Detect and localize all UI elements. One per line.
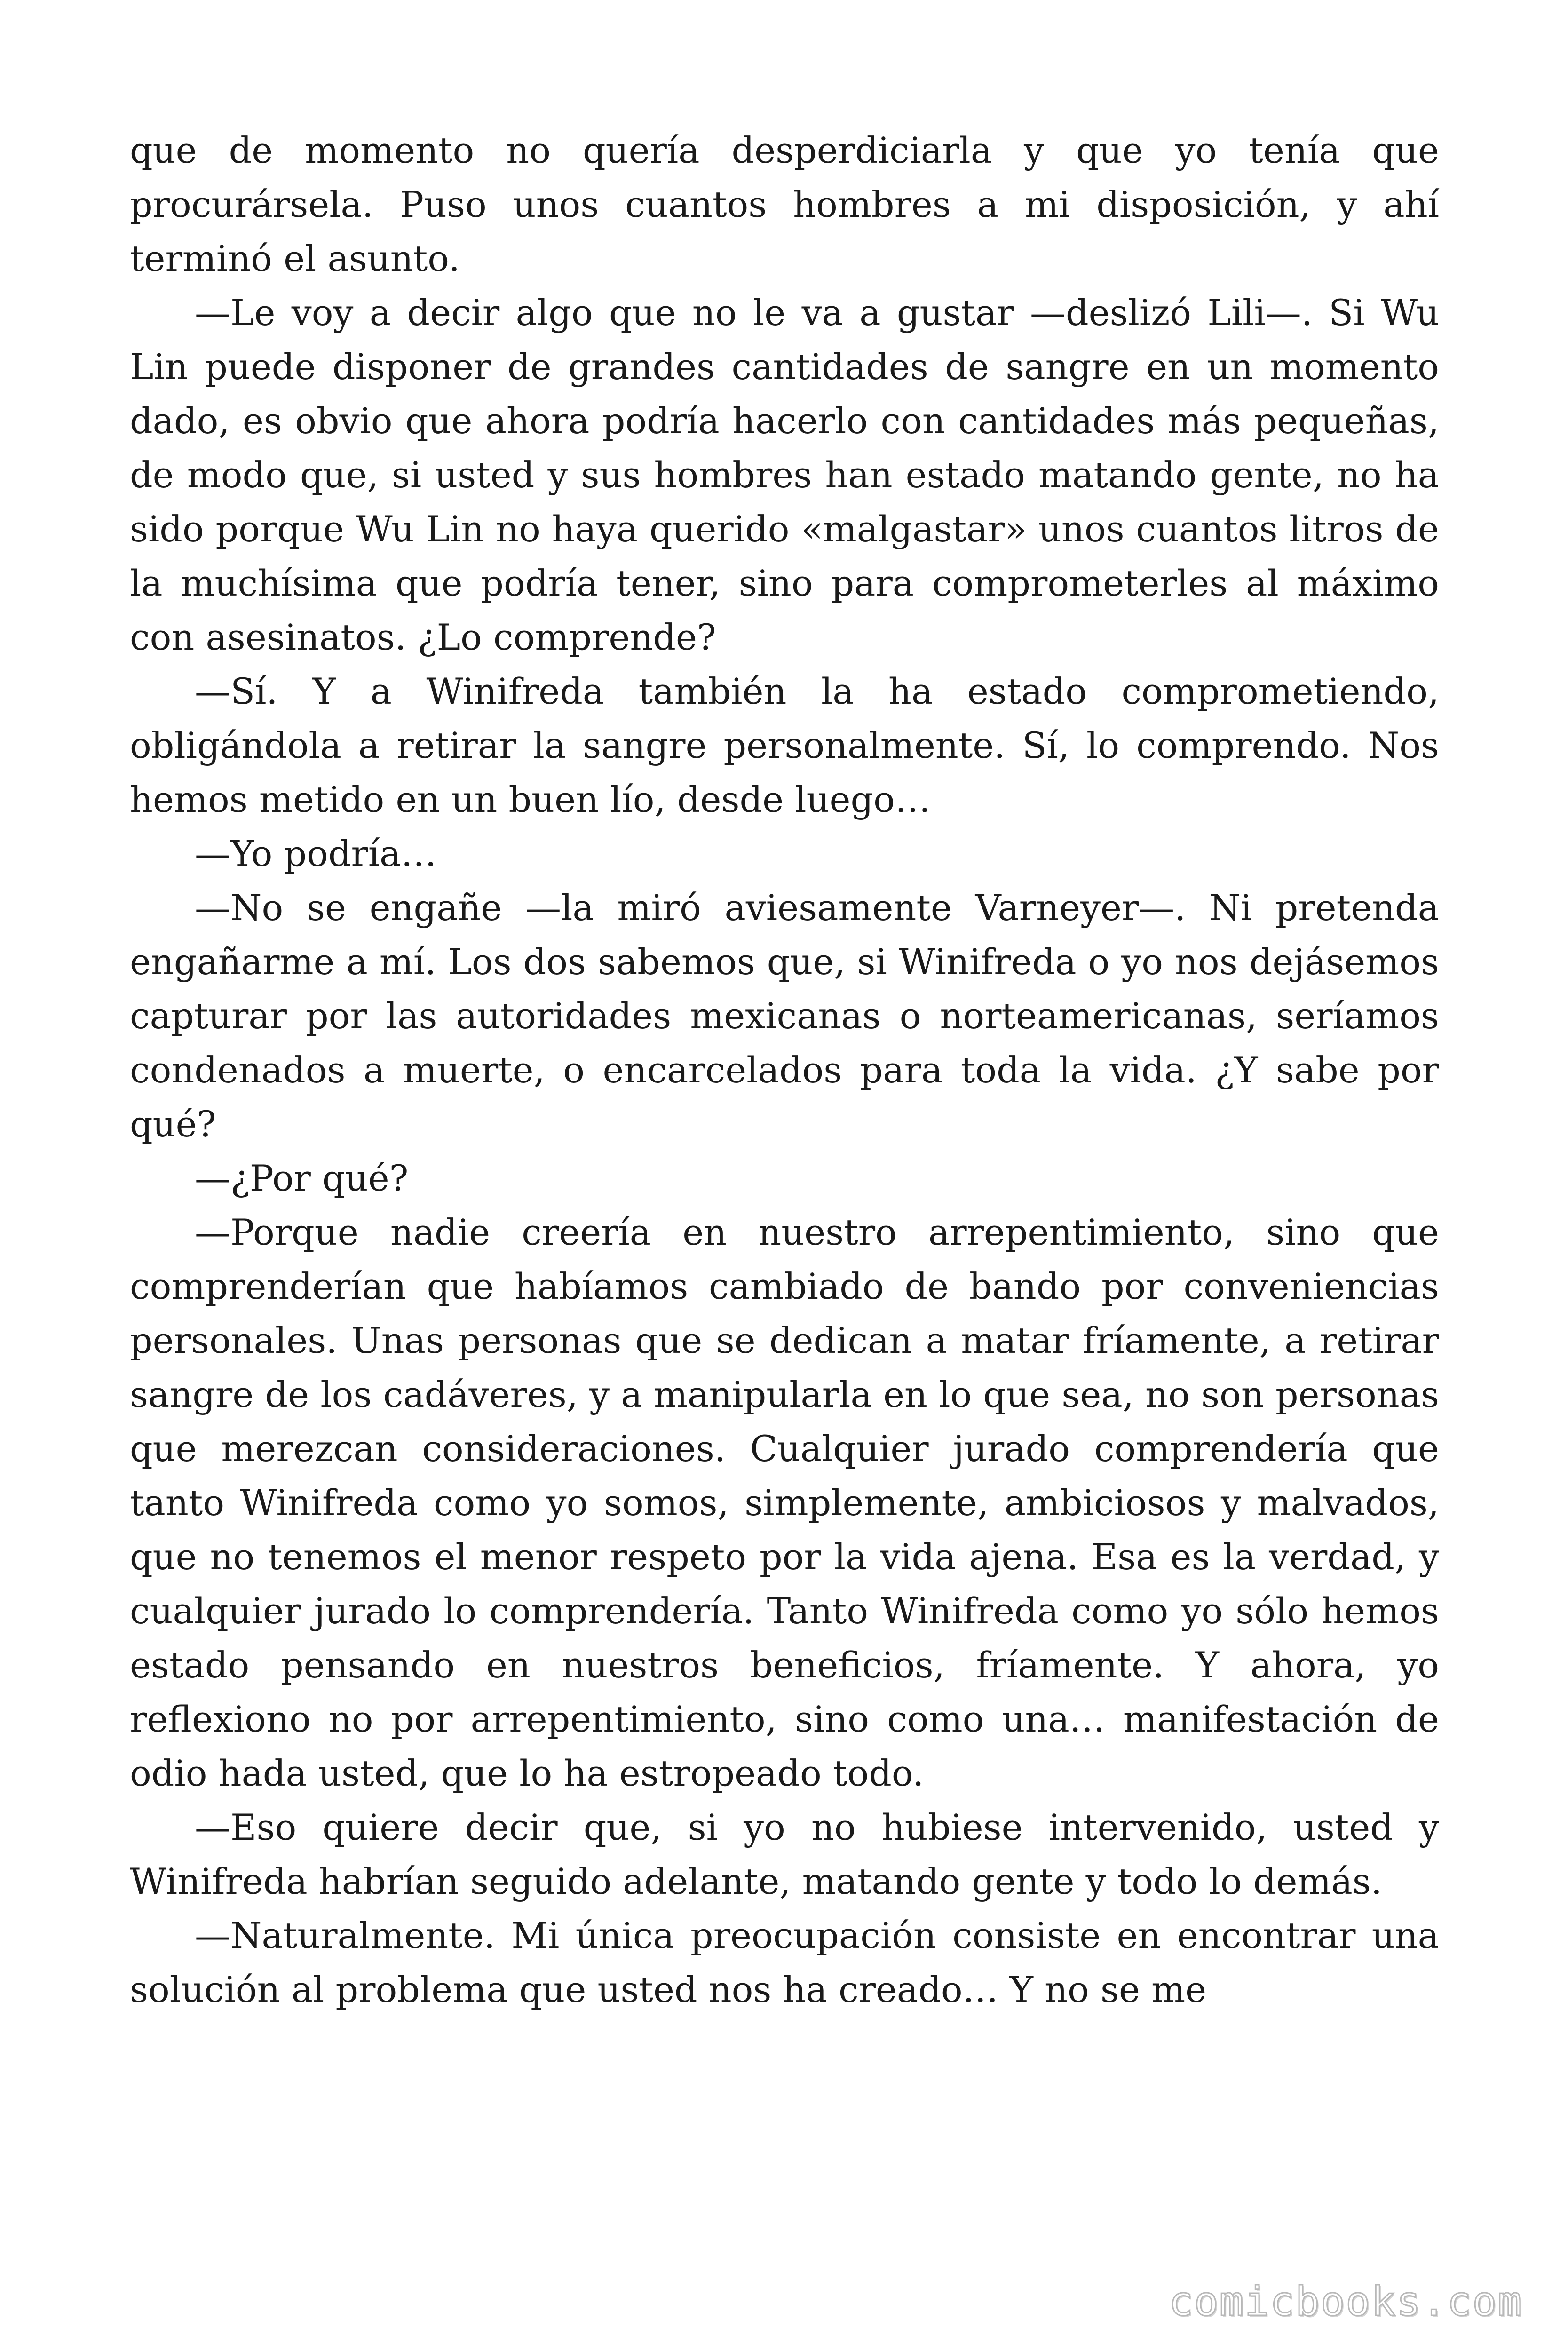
paragraph-2: —Le voy a decir algo que no le va a gustar —deslizó Lili—. Si Wu Lin puede disponer de grandes cantidades de sangre en un momento dado, es obvio que ahora podría hacerlo con cantidades más pequeñas, de modo que, si usted y sus hombres han estado matando gente, no ha sido porque Wu Lin no haya querido «malgastar» unos cuantos litros de la muchísima que podría tener, sino para comprometerles al máximo con asesinatos. ¿Lo comprende? — [130, 292, 1439, 658]
paragraph-7: —Porque nadie creería en nuestro arrepentimiento, sino que comprenderían que habíamos cambiado de bando por conveniencias personales. Unas personas que se dedican a matar fríamente, a retirar sangre de los cadáveres, y a manipularla en lo que sea, no son personas que merezcan consideraciones. Cualquier jurado comprendería que tanto Winifreda como yo somos, simplemente, ambiciosos y malvados, que no tenemos el menor respeto por la vida ajena. Esa es la verdad, y cualquier jurado lo comprendería. Tanto Winifreda como yo sólo hemos estado pensando en nuestros beneficios, fríamente. Y ahora, yo reflexiono no por arrepentimiento, sino como una… manifestación de odio hada usted, que lo ha estropeado todo. — [130, 1211, 1439, 1794]
paragraph-6: —¿Por qué? — [195, 1157, 409, 1199]
watermark-text: comicbooks.com — [1169, 2278, 1523, 2325]
paragraph-9: —Naturalmente. Mi única preocupación consiste en encontrar una solución al problema que usted nos ha creado… Y no se me — [130, 1915, 1439, 2010]
paragraph-8: —Eso quiere decir que, si yo no hubiese intervenido, usted y Winifreda habrían seguido adelante, matando gente y todo lo demás. — [130, 1806, 1439, 1902]
paragraph-5: —No se engañe —la miró aviesamente Varneyer—. Ni pretenda engañarme a mí. Los dos sabemos que, si Winifreda o yo nos dejásemos capturar por las autoridades mexicanas o norteamericanas, seríamos condenados a muerte, o encarcelados para toda la vida. ¿Y sabe por qué? — [130, 887, 1439, 1145]
paragraph-1: que de momento no quería desperdiciarla y que yo tenía que procurársela. Puso unos cuantos hombres a mi disposición, y ahí terminó el asunto. — [130, 129, 1439, 279]
paragraph-3: —Sí. Y a Winifreda también la ha estado comprometiendo, obligándola a retirar la sangre personalmente. Sí, lo comprendo. Nos hemos metido en un buen lío, desde luego… — [130, 670, 1439, 820]
paragraph-4: —Yo podría… — [195, 833, 437, 874]
body-text — [130, 123, 1439, 2017]
